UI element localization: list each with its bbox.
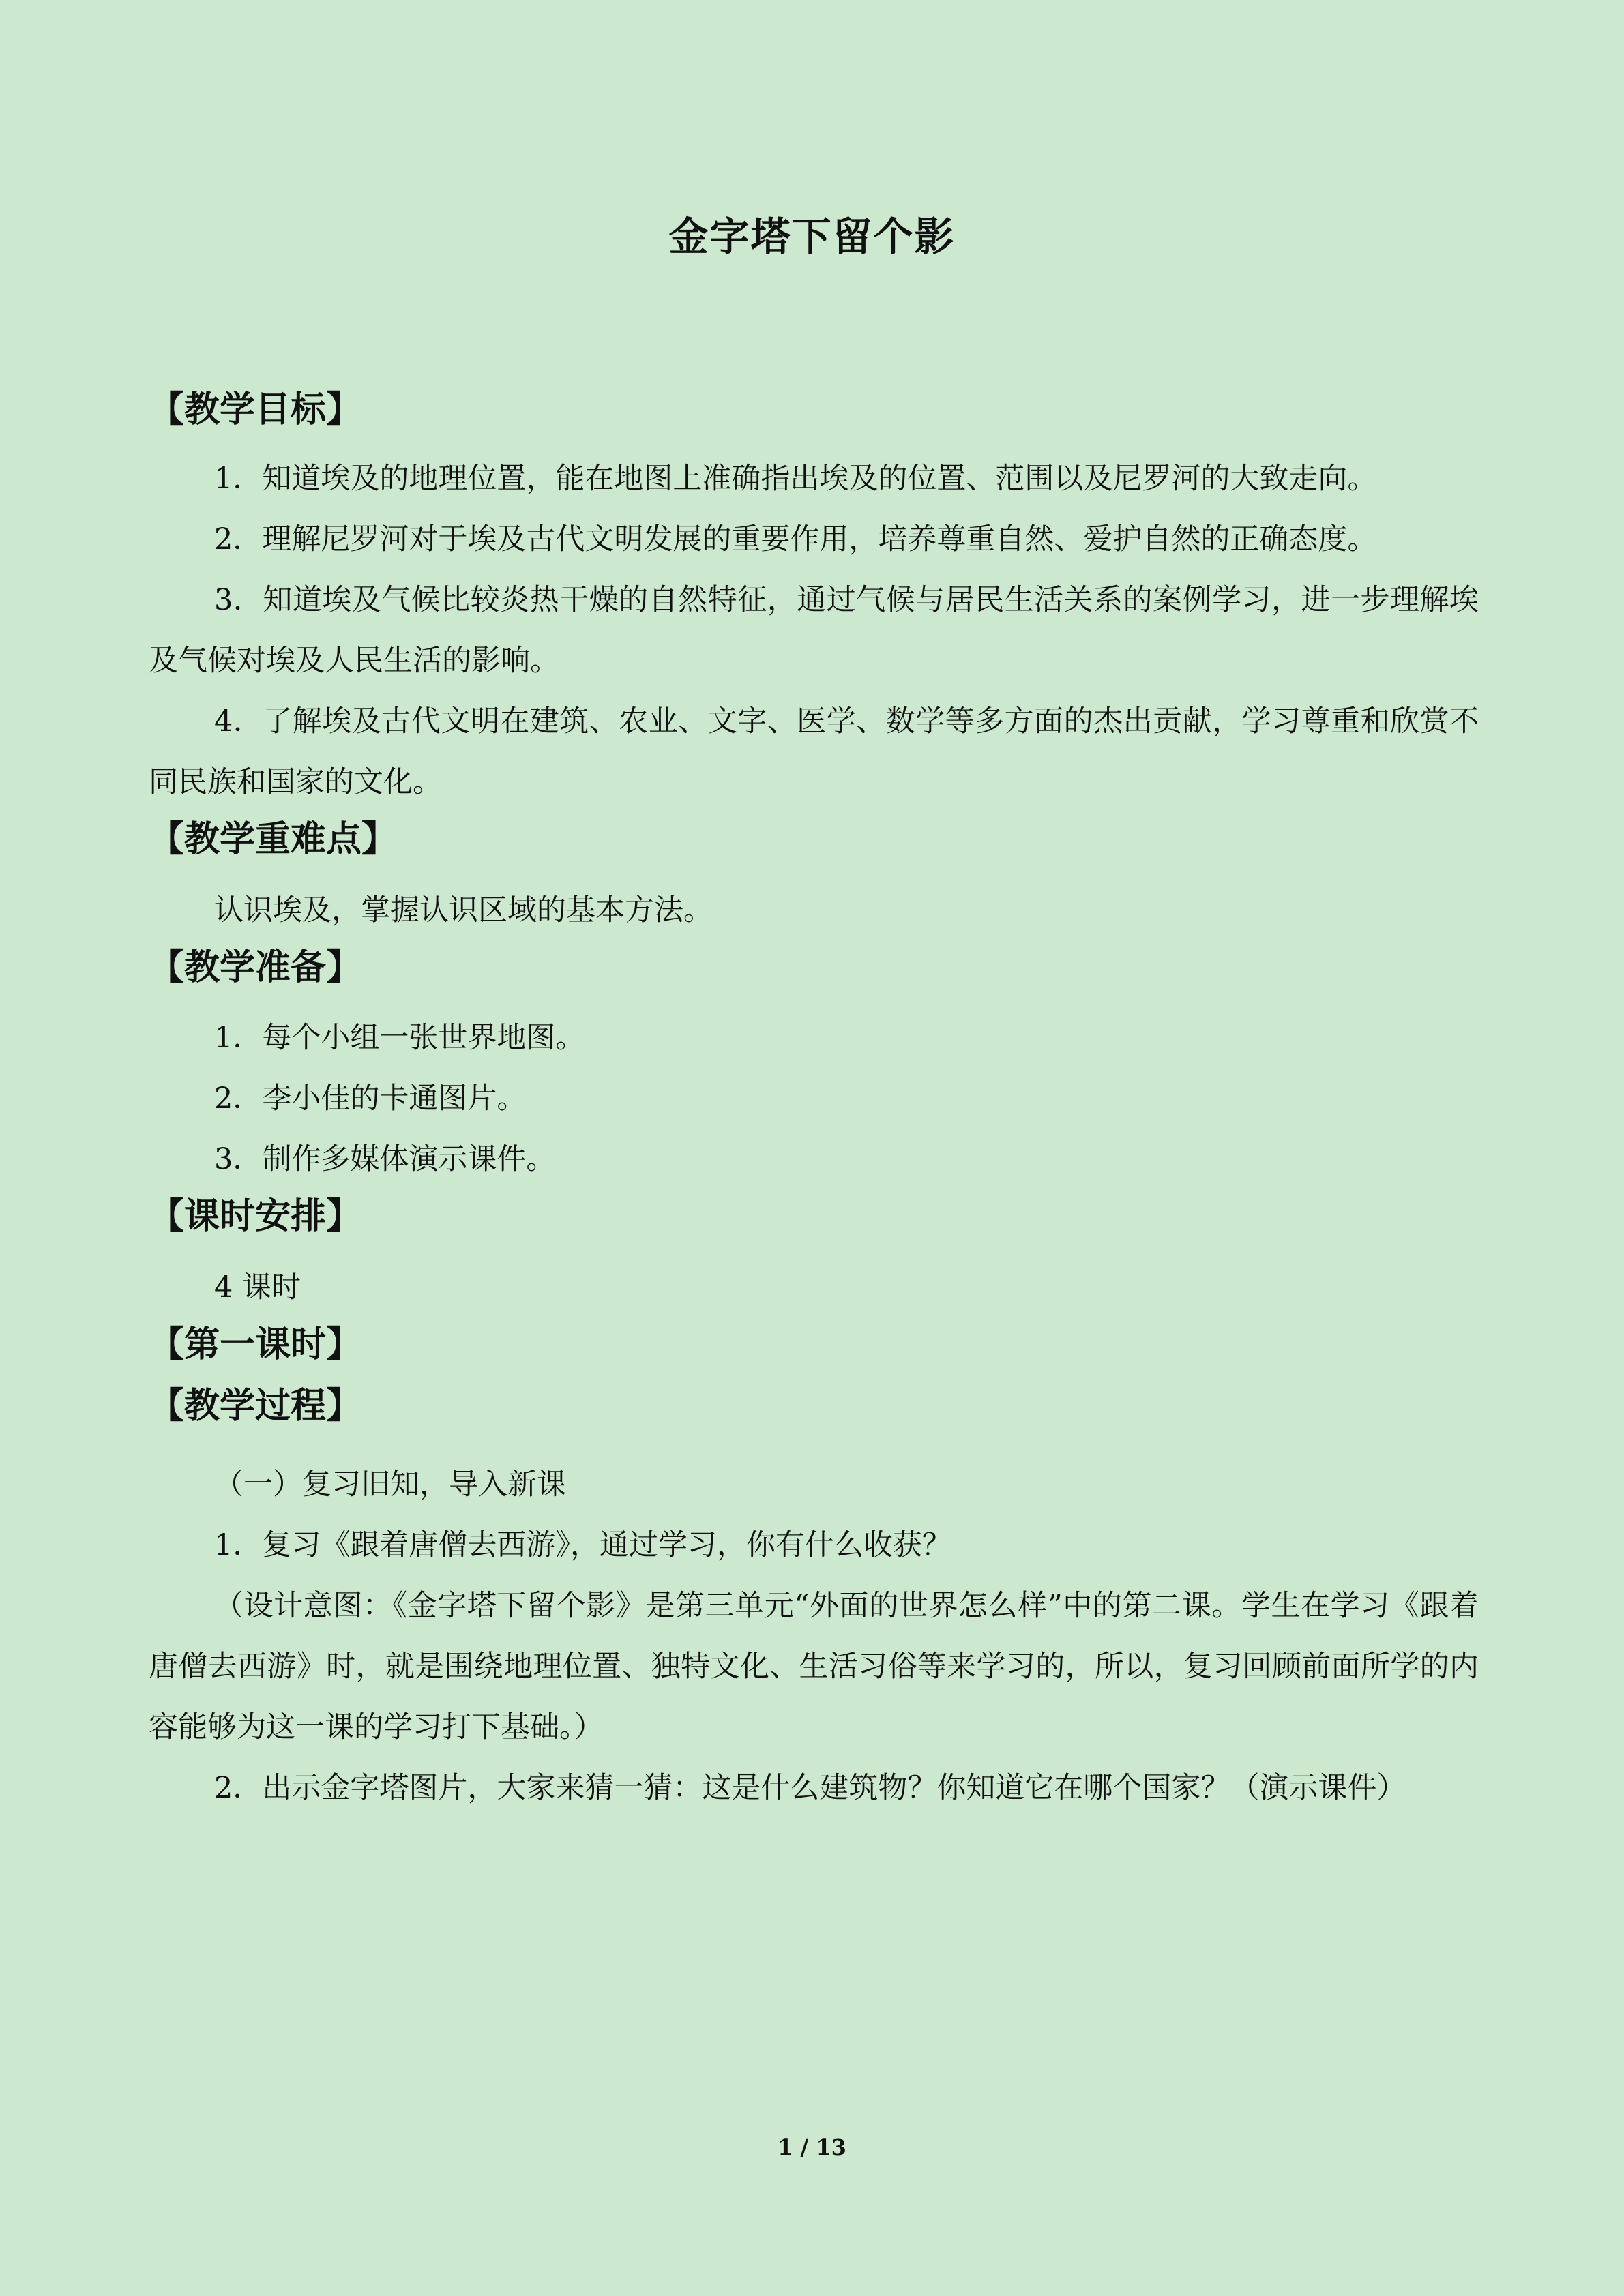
process-item-4: 2．出示金字塔图片，大家来猜一猜：这是什么建筑物？你知道它在哪个国家？（演示课件） [214, 1771, 1406, 1806]
goal-item-1: 1．知道埃及的地理位置，能在地图上准确指出埃及的位置、范围以及尼罗河的大致走向。 [214, 462, 1377, 496]
preparation-item-3: 3．制作多媒体演示课件。 [214, 1142, 556, 1177]
preparation-item-1: 1．每个小组一张世界地图。 [214, 1021, 585, 1056]
process-item-1: （一）复习旧知，导入新课 [214, 1467, 566, 1502]
goal-item-4: 4．了解埃及古代文明在建筑、农业、文字、医学、数学等多方面的杰出贡献，学习尊重和欣赏不同民族和国家的文化。 [149, 704, 1479, 800]
heading-preparation: 【教学准备】 [149, 946, 362, 988]
heading-teaching-process: 【教学过程】 [149, 1385, 362, 1427]
heading-schedule: 【课时安排】 [149, 1196, 362, 1238]
page-number: 1 / 13 [778, 2134, 846, 2160]
schedule-item-1: 4 课时 [214, 1270, 301, 1304]
document-body [149, 382, 1479, 1819]
preparation-item-2: 2．李小佳的卡通图片。 [214, 1082, 527, 1116]
process-item-2: 1．复习《跟着唐僧去西游》，通过学习，你有什么收获？ [214, 1528, 951, 1563]
heading-first-lesson: 【第一课时】 [149, 1324, 362, 1365]
key-point-item-1: 认识埃及，掌握认识区域的基本方法。 [214, 893, 713, 927]
document-title: 金字塔下留个影 [668, 213, 956, 260]
goal-item-3: 3．知道埃及气候比较炎热干燥的自然特征，通过气候与居民生活关系的案例学习，进一步理解埃及气候对埃及人民生活的影响。 [149, 583, 1479, 679]
heading-teaching-goals: 【教学目标】 [149, 389, 362, 430]
heading-key-points: 【教学重难点】 [149, 819, 398, 861]
process-item-3: （设计意图：《金字塔下留个影》是第三单元“外面的世界怎么样”中的第二课。学生在学习《跟着唐僧去西游》时，就是围绕地理位置、独特文化、生活习俗等来学习的，所以，复习回顾前面所学的内容能够为这一课的学习打下基础。） [149, 1589, 1479, 1745]
goal-item-2: 2．理解尼罗河对于埃及古代文明发展的重要作用，培养尊重自然、爱护自然的正确态度。 [214, 522, 1377, 557]
